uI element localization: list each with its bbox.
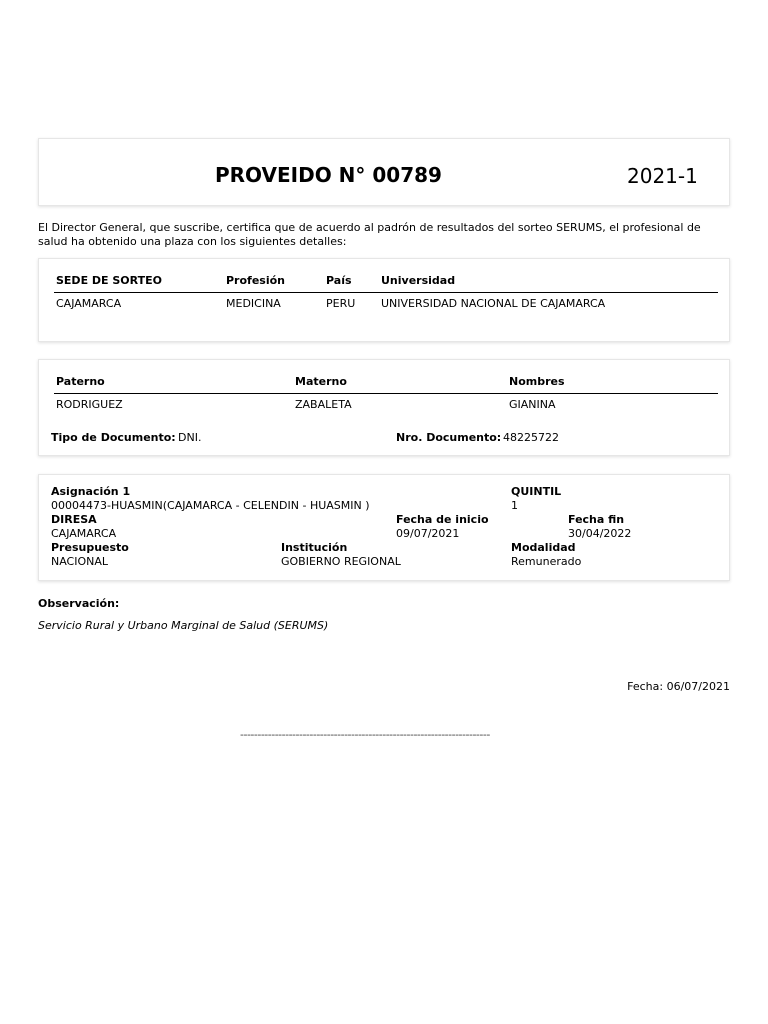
cell-sede: CAJAMARCA	[56, 297, 122, 310]
tipo-documento-value: DNI.	[178, 431, 202, 444]
presupuesto-label: Presupuesto	[51, 541, 129, 554]
asignacion-box	[38, 474, 730, 581]
col-header-materno: Materno	[295, 375, 347, 388]
cell-universidad: UNIVERSIDAD NACIONAL DE CAJAMARCA	[381, 297, 606, 310]
nro-documento-value: 48225722	[503, 431, 559, 444]
presupuesto-value: NACIONAL	[51, 555, 109, 568]
col-header-profesion: Profesión	[226, 274, 285, 287]
table-divider	[54, 292, 718, 293]
modalidad-value: Remunerado	[511, 555, 582, 568]
fecha-inicio-label: Fecha de inicio	[396, 513, 489, 526]
header-box	[38, 138, 730, 206]
observacion-label: Observación:	[38, 597, 120, 610]
observacion-text: Servicio Rural y Urbano Marginal de Salud (SERUMS)	[38, 619, 329, 632]
col-header-pais: País	[326, 274, 352, 287]
quintil-value: 1	[511, 499, 518, 512]
tipo-documento-label: Tipo de Documento:	[51, 431, 176, 444]
modalidad-label: Modalidad	[511, 541, 576, 554]
persona-box	[38, 359, 730, 456]
cell-nombres: GIANINA	[509, 398, 556, 411]
plaza-box	[38, 258, 730, 342]
institucion-value: GOBIERNO REGIONAL	[281, 555, 401, 568]
col-header-sede: SEDE DE SORTEO	[56, 274, 163, 287]
asignacion-value: 00004473-HUASMIN(CAJAMARCA - CELENDIN - HUASMIN )	[51, 499, 370, 512]
nro-documento-label: Nro. Documento:	[396, 431, 502, 444]
cell-paterno: RODRIGUEZ	[56, 398, 123, 411]
col-header-universidad: Universidad	[381, 274, 456, 287]
fecha-fin-label: Fecha fin	[568, 513, 625, 526]
col-header-nombres: Nombres	[509, 375, 565, 388]
fecha-inicio-value: 09/07/2021	[396, 527, 460, 540]
asignacion-label: Asignación 1	[51, 485, 131, 498]
diresa-value: CAJAMARCA	[51, 527, 117, 540]
cell-pais: PERU	[326, 297, 356, 310]
institucion-label: Institución	[281, 541, 348, 554]
quintil-label: QUINTIL	[511, 485, 562, 498]
signature-line: ------------------------------------------------------------------------	[240, 728, 490, 741]
document-date: Fecha: 06/07/2021	[627, 680, 730, 693]
cell-profesion: MEDICINA	[226, 297, 281, 310]
cell-materno: ZABALETA	[295, 398, 352, 411]
table-divider	[54, 393, 718, 394]
diresa-label: DIRESA	[51, 513, 97, 526]
document-title: PROVEIDO N° 00789	[215, 163, 442, 187]
col-header-paterno: Paterno	[56, 375, 105, 388]
document-period: 2021-1	[627, 164, 698, 188]
intro-paragraph: El Director General, que suscribe, certifica que de acuerdo al padrón de resultados del sorteo SERUMS, el profesional de salud ha obtenido una plaza con los siguientes detalles:	[38, 221, 701, 248]
fecha-fin-value: 30/04/2022	[568, 527, 632, 540]
